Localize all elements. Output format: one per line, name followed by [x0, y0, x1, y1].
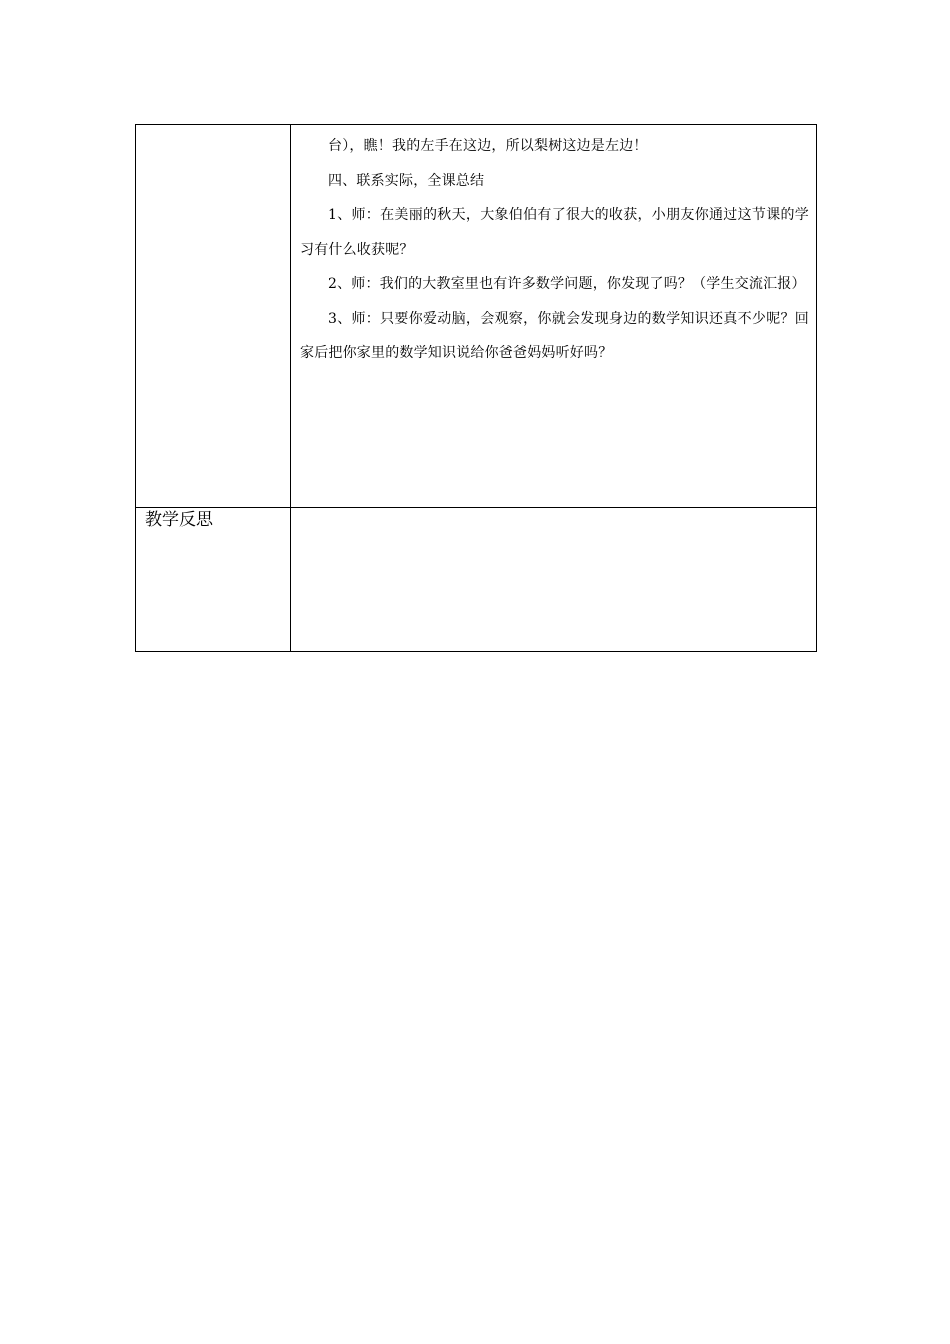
content-paragraph: 3、师：只要你爱动脑，会观察，你就会发现身边的数学知识还真不少呢？回家后把你家里的数学知识说给你爸爸妈妈听好吗？ — [300, 310, 809, 361]
content-paragraph: 台），瞧！我的左手在这边，所以梨树这边是左边！ — [328, 138, 648, 154]
content-paragraph: 1、师：在美丽的秋天，大象伯伯有了很大的收获，小朋友你通过这节课的学习有什么收获呢？ — [300, 207, 809, 258]
row-label-cell — [136, 508, 291, 652]
row-content-cell — [291, 125, 817, 508]
reflection-label: 教学反思 — [145, 510, 213, 530]
lesson-content — [291, 125, 816, 371]
lesson-plan-table — [135, 124, 817, 652]
section-heading: 四、联系实际，全课总结 — [328, 172, 485, 189]
reflection-content-cell[interactable] — [291, 508, 817, 652]
table-row — [136, 125, 817, 508]
table-row — [136, 508, 817, 652]
row-label-cell — [136, 125, 291, 508]
content-paragraph: 2、师：我们的大教室里也有许多数学问题，你发现了吗？（学生交流汇报） — [328, 276, 806, 292]
